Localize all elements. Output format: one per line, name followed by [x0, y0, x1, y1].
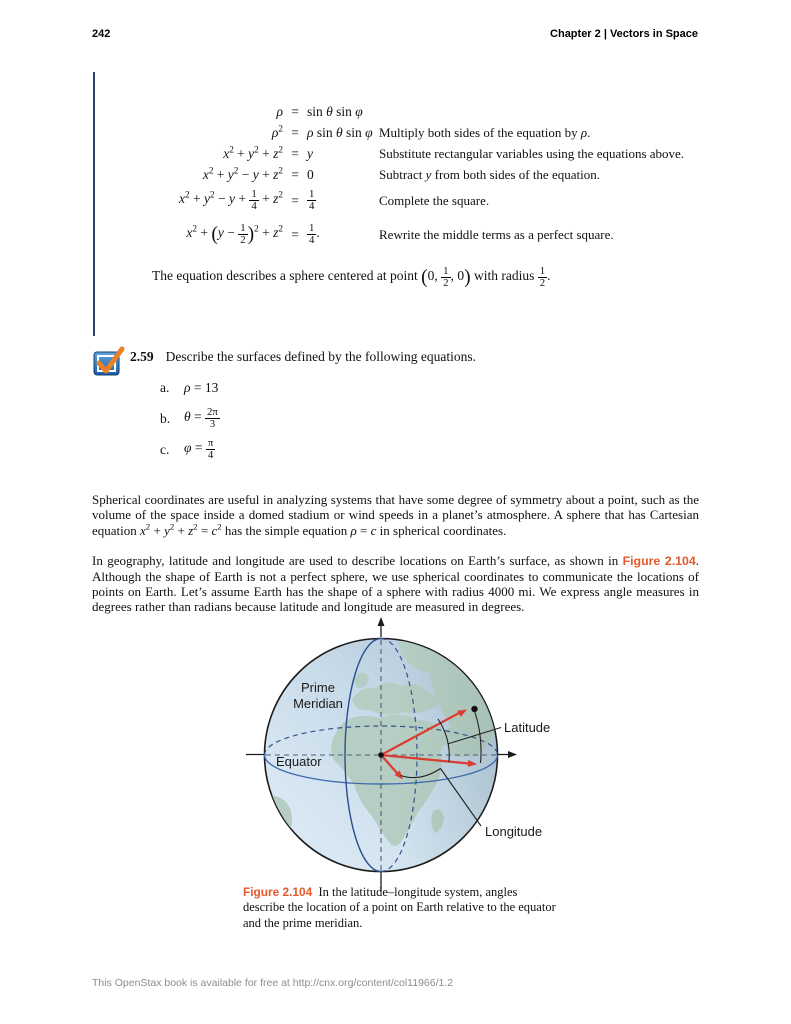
checkpoint-number: 2.59 [130, 349, 154, 364]
figure-2-104-globe [228, 610, 576, 896]
equator-label: Equator [276, 754, 322, 769]
checkpoint-head [130, 349, 476, 365]
item-label: b. [160, 410, 171, 426]
equation-rhs: sin θ sin φ [307, 103, 363, 119]
equals-sign: = [291, 103, 299, 119]
equals-sign: = [291, 166, 299, 182]
item-label: c. [160, 441, 170, 457]
item-label: a. [160, 379, 170, 395]
equation-rhs: y [307, 145, 313, 161]
fraction: $\frac{1}{2}$ [240, 222, 246, 246]
equation-rhs: ρ sin θ sin φ [307, 124, 373, 140]
equation-note: Subtract y from both sides of the equation. [379, 166, 600, 182]
checkpoint-2-59 [92, 344, 672, 474]
figure-caption: Figure 2.104 In the latitude–longitude system, angles describe the location of a point on Earth relative to the equator and the prime meridian. [243, 885, 556, 930]
fraction: $\frac{1}{4}$ [309, 188, 315, 212]
fraction: $\frac{1}{4}$ [309, 222, 315, 246]
chapter-title: Chapter 2 | Vectors in Space [550, 28, 698, 40]
equation-row [92, 122, 732, 143]
equation-rhs [307, 189, 379, 212]
checkpoint-item [160, 434, 220, 465]
equals-sign: = [291, 226, 299, 242]
item-equation: ρ = 13 [184, 379, 219, 395]
equation-lhs: ρ [276, 103, 283, 119]
equation-lhs: $x^2 + y^2 - y$ + $\frac{1}{4}$ + $z^2$ [179, 188, 283, 212]
equation-lhs: $x^2 + y^2 + z^2$ [223, 144, 283, 161]
equation-lhs: $x^2 + y^2 - y + z^2$ [202, 165, 283, 182]
fraction: $\frac{\pi}{4}$ [207, 437, 214, 461]
checkpoint-icon [93, 346, 125, 376]
fraction: $\frac{1}{2}$ [443, 265, 449, 289]
equals-sign: = [291, 124, 299, 140]
origin-dot [378, 752, 384, 758]
item-equation: φ = $\frac{\pi}{4}$ [184, 437, 214, 461]
item-equation: θ = $\frac{2\pi}{3}$ [184, 406, 218, 430]
z-axis-arrowhead [378, 617, 385, 626]
equation-lhs: $\rho^2$ [271, 123, 283, 140]
checkpoint-items [160, 372, 220, 465]
paragraph-spherical-coordinates: Spherical coordinates are useful in analyzing systems that have some degree of symmetry about a point, such as the volume of the space inside a domed stadium or wind speeds in a planet’s atmosphere. A sphere that has Cartesian equation $x^2 + y^2 + z^2 = c^2$ has the simple equation ρ = c in spherical coordinates. [92, 492, 699, 538]
fraction: $\frac{2\pi}{3}$ [207, 406, 218, 430]
checkpoint-item [160, 403, 220, 434]
fraction: $\frac{1}{2}$ [539, 265, 546, 289]
equation-note: Rewrite the middle terms as a perfect square. [379, 226, 614, 242]
equals-sign: = [291, 192, 299, 208]
footer-note: This OpenStax book is available for free at http://cnx.org/content/col11966/1.2 [92, 977, 454, 989]
checkpoint-prompt: Describe the surfaces defined by the following equations. [165, 349, 477, 364]
equation-note: Multiply both sides of the equation by ρ. [379, 124, 591, 140]
x-axis-arrowhead [508, 751, 517, 758]
fraction: $\frac{1}{4}$ [251, 188, 257, 212]
equation-note: Complete the square. [379, 192, 490, 208]
prime-meridian-label-line1: Prime [301, 680, 335, 695]
conclusion-sentence: The equation describes a sphere centered at point (0, $\frac{1}{2}$ , 0) with radius $\frac{1}{2}$ . [152, 265, 551, 289]
equation-rhs: $\frac{1}{4}$ . [309, 222, 320, 246]
equation-derivation [92, 101, 732, 253]
equation-rhs: 0 [307, 166, 314, 182]
figure-reference: Figure 2.104 [622, 554, 696, 568]
latitude-label: Latitude [504, 720, 551, 735]
page-number: 242 [92, 28, 111, 40]
longitude-label: Longitude [485, 824, 543, 839]
equation-row [92, 164, 732, 185]
equation-row [92, 143, 732, 164]
equals-sign: = [291, 145, 299, 161]
continents [228, 610, 576, 896]
equation-row [92, 185, 732, 216]
equation-note: Substitute rectangular variables using the equations above. [379, 145, 685, 161]
prime-meridian-label-line2: Meridian [293, 696, 343, 711]
equation-lhs: $x^2 + (y$ − $\frac{1}{2}$ )$^2 + z^2$ [186, 222, 283, 246]
figure-reference: Figure 2.104 [243, 885, 313, 899]
paragraph-geography: In geography, latitude and longitude are used to describe locations on Earth’s surface, as shown in Figure 2.104. Although the shape of Earth is not a perfect sphere, we use spherical coordinates to communicate the locations of points on Earth. Let’s assume Earth has the shape of a sphere with radius 4000 mi. We express angle measures in degrees rather than radians because latitude and longitude are measured in degrees. [92, 553, 699, 615]
checkpoint-item [160, 372, 220, 403]
equation-row [92, 101, 732, 122]
equation-row [92, 216, 732, 253]
